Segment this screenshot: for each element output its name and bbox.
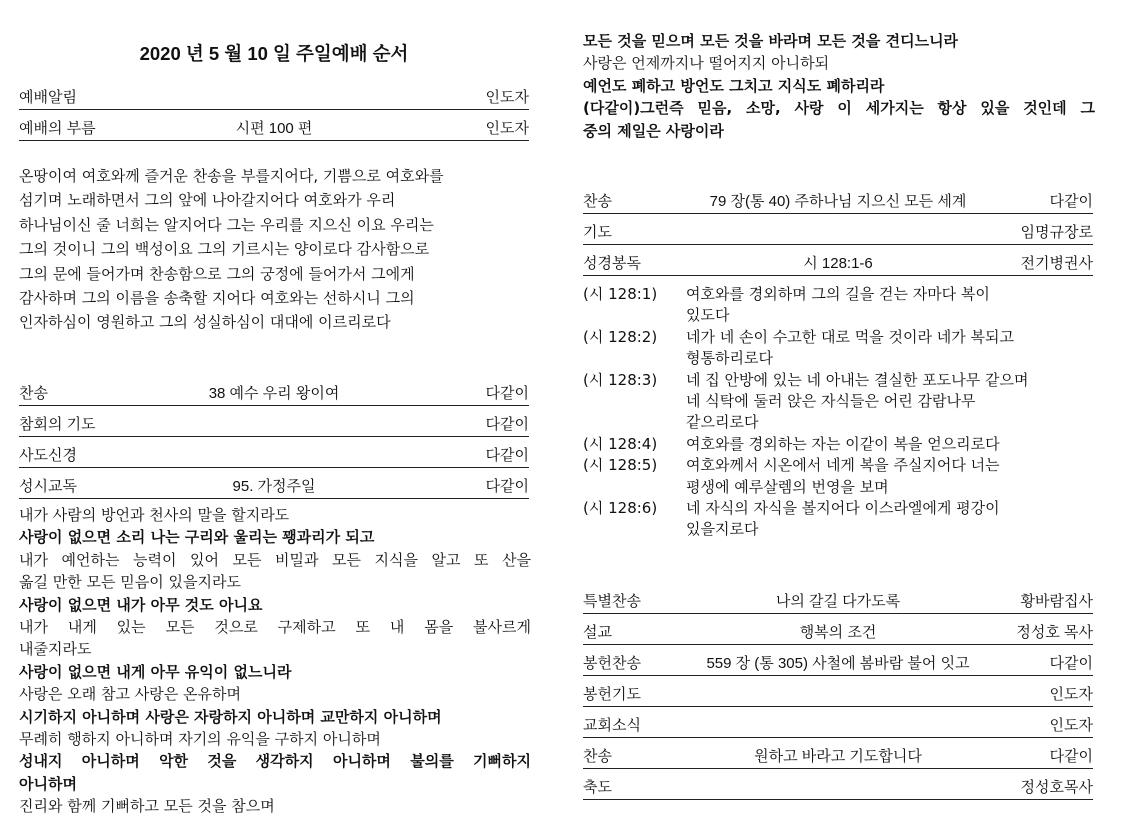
order-label: 예배알림 <box>19 89 77 106</box>
reading-line-congregation: 모든 것을 믿으며 모든 것을 바라며 모든 것을 견디느니라 <box>583 32 959 50</box>
text-line: 섬기며 노래하면서 그의 앞에 나아갈지어다 여호와가 우리 <box>19 191 396 210</box>
scripture-verse <box>583 327 1095 370</box>
verse-reference: (시 128:2) <box>583 327 658 346</box>
order-label: 봉헌찬송 <box>583 655 641 672</box>
verse-line: 네 식탁에 둘러 앉은 자식들은 어린 감람나무 <box>686 392 976 411</box>
order-row <box>19 444 529 468</box>
verse-text <box>686 370 1095 434</box>
order-label: 예배의 부름 <box>19 120 96 137</box>
scripture-verse <box>583 370 1095 434</box>
reading-line-leader: 내가 예언하는 능력이 있어 모든 비밀과 모든 지식을 알고 또 산을 <box>19 550 531 569</box>
order-row <box>19 382 529 406</box>
order-label: 사도신경 <box>19 447 77 464</box>
order-label: 참회의 기도 <box>19 416 96 433</box>
reading-line-congregation: 사랑이 없으면 내가 아무 것도 아니요 <box>19 595 263 614</box>
reading-line-congregation: 사랑이 없으면 내게 아무 유익이 없느니라 <box>19 662 292 681</box>
reading-line-leader: 사랑은 오래 참고 사랑은 온유하며 <box>19 685 241 704</box>
order-detail: 행복의 조건 <box>799 624 877 641</box>
responsive-reading <box>19 504 531 817</box>
order-detail: 원하고 바라고 기도합니다 <box>754 748 922 765</box>
order-label: 특별찬송 <box>583 593 641 610</box>
order-detail: 38 예수 우리 왕이여 <box>208 385 340 402</box>
order-leader: 황바람집사 <box>1020 593 1093 610</box>
verse-line: 네 자식의 자식을 볼지어다 이스라엘에게 평강이 <box>686 499 1000 518</box>
verse-text <box>686 327 1095 370</box>
order-label: 설교 <box>583 624 612 641</box>
responsive-reading-continued <box>583 30 1095 142</box>
verse-text <box>686 455 1095 498</box>
order-leader: 다같이 <box>485 416 529 433</box>
text-line: 하나님이신 줄 너희는 알지어다 그는 우리를 지으신 이요 우리는 <box>19 215 434 234</box>
verse-line: 네가 네 손이 수고한 대로 먹을 것이라 네가 복되고 <box>686 327 1014 346</box>
reading-line-congregation: 성내지 아니하며 악한 것을 생각하지 아니하며 불의를 기뻐하지 <box>19 752 531 771</box>
verse-reference: (시 128:6) <box>583 499 658 518</box>
order-leader: 정성호 목사 <box>1016 624 1093 641</box>
order-leader: 다같이 <box>1049 193 1093 210</box>
verse-reference: (시 128:3) <box>583 370 658 389</box>
verse-line: 있도다 <box>686 306 730 325</box>
scripture-passage <box>583 284 1095 541</box>
verse-line: 여호와께서 시온에서 네게 복을 주실지어다 너는 <box>686 456 1000 475</box>
reading-line-congregation: 사랑이 없으면 소리 나는 구리와 울리는 꽹과리가 되고 <box>19 528 375 547</box>
order-label: 축도 <box>583 779 612 796</box>
order-label: 봉헌기도 <box>583 686 641 703</box>
verse-line: 평생에 예루살렘의 번영을 보며 <box>686 477 889 496</box>
verse-reference: (시 128:4) <box>583 434 658 453</box>
order-detail: 95. 가정주일 <box>232 478 316 495</box>
verse-line: 같으리로다 <box>686 413 759 432</box>
order-detail: 79 장(통 40) 주하나님 지으신 모든 세계 <box>709 193 967 210</box>
reading-line-leader: 사랑은 언제까지나 떨어지지 아니하되 <box>583 54 830 73</box>
verse-text <box>686 434 1095 455</box>
order-leader: 인도자 <box>485 120 529 137</box>
order-leader: 다같이 <box>485 385 529 402</box>
verse-text <box>686 498 1095 541</box>
order-row <box>583 776 1093 800</box>
reading-line-leader: 내가 사람의 방언과 천사의 말을 할지라도 <box>19 506 290 524</box>
order-detail: 나의 갈길 다가도록 <box>775 593 901 610</box>
call-to-worship-text <box>19 164 529 335</box>
reading-line-leader: 진리와 함께 기뻐하고 모든 것을 참으며 <box>19 797 275 816</box>
order-label: 찬송 <box>583 193 612 210</box>
order-label: 성시교독 <box>19 478 77 495</box>
text-line: 그의 문에 들어가며 찬송함으로 그의 궁정에 들어가서 그에게 <box>19 264 415 283</box>
scripture-verse <box>583 455 1095 498</box>
order-row <box>19 86 529 110</box>
verse-reference: (시 128:1) <box>583 285 658 303</box>
order-row <box>583 590 1093 614</box>
order-leader: 다같이 <box>1049 748 1093 765</box>
order-row <box>583 252 1093 276</box>
order-leader: 정성호목사 <box>1020 779 1093 796</box>
order-row <box>583 221 1093 245</box>
verse-line: 네 집 안방에 있는 네 아내는 결실한 포도나무 같으며 <box>686 370 1029 389</box>
reading-line-leader: 무례히 행하지 아니하며 자기의 유익을 구하지 아니하며 <box>19 729 381 748</box>
verse-text <box>686 284 1095 327</box>
order-leader: 다같이 <box>485 447 529 464</box>
order-leader: 인도자 <box>1049 717 1093 734</box>
order-row <box>583 652 1093 676</box>
verse-line: 여호와를 경외하며 그의 길을 걷는 자마다 복이 <box>686 285 990 303</box>
scripture-verse <box>583 284 1095 327</box>
order-label: 찬송 <box>19 385 48 402</box>
order-label: 교회소식 <box>583 717 641 734</box>
order-detail: 559 장 (통 305) 사철에 봄바람 불어 잇고 <box>706 655 970 672</box>
order-row <box>583 745 1093 769</box>
text-line: 감사하며 그의 이름을 송축할 지어다 여호와는 선하시니 그의 <box>19 288 415 307</box>
reading-line-leader: 옮길 만한 모든 믿음이 있을지라도 <box>19 573 241 592</box>
reading-line-leader: 내가 내게 있는 모든 것으로 구제하고 또 내 몸을 불사르게 <box>19 617 531 636</box>
order-label: 기도 <box>583 224 612 241</box>
order-leader: 인도자 <box>485 89 529 106</box>
scripture-verse <box>583 434 1095 455</box>
order-leader: 임명규장로 <box>1020 224 1093 241</box>
verse-line: 형통하리로다 <box>686 349 773 368</box>
verse-line: 여호와를 경외하는 자는 이같이 복을 얻으리로다 <box>686 434 1000 453</box>
reading-line-congregation: 예언도 폐하고 방언도 그치고 지식도 폐하리라 <box>583 76 885 95</box>
order-label: 찬송 <box>583 748 612 765</box>
text-line: 그의 것이니 그의 백성이요 그의 기르시는 양이로다 감사함으로 <box>19 240 430 259</box>
scripture-verse <box>583 498 1095 541</box>
order-row <box>583 683 1093 707</box>
order-leader: 전기병권사 <box>1020 255 1093 272</box>
order-row <box>583 621 1093 645</box>
order-label: 성경봉독 <box>583 255 641 272</box>
order-row <box>19 413 529 437</box>
verse-reference: (시 128:5) <box>583 456 658 475</box>
order-leader: 다같이 <box>485 478 529 495</box>
order-row <box>583 714 1093 738</box>
reading-line-leader: 내줄지라도 <box>19 640 92 659</box>
verse-line: 있을지로다 <box>686 520 759 539</box>
reading-line-congregation: 시기하지 아니하며 사랑은 자랑하지 아니하며 교만하지 아니하며 <box>19 707 442 726</box>
order-detail: 시편 100 편 <box>235 120 313 137</box>
order-leader: 다같이 <box>1049 655 1093 672</box>
reading-line-congregation: 중의 제일은 사랑이라 <box>583 121 724 140</box>
order-row <box>19 117 529 141</box>
reading-line-congregation: 아니하며 <box>19 774 77 793</box>
order-row <box>583 190 1093 214</box>
page-title: 2020 년 5 월 10 일 주일예배 순서 <box>139 43 409 64</box>
reading-line-congregation: (다같이)그런즉 믿음, 소망, 사랑 이 세가지는 항상 있을 것인데 그 <box>583 99 1095 118</box>
text-line: 온땅이여 여호와께 즐거운 찬송을 부를지어다, 기쁨으로 여호와를 <box>19 167 444 185</box>
text-line: 인자하심이 영원하고 그의 성실하심이 대대에 이르리로다 <box>19 313 391 332</box>
order-row <box>19 475 529 499</box>
order-detail: 시 128:1-6 <box>803 255 873 272</box>
order-leader: 인도자 <box>1049 686 1093 703</box>
